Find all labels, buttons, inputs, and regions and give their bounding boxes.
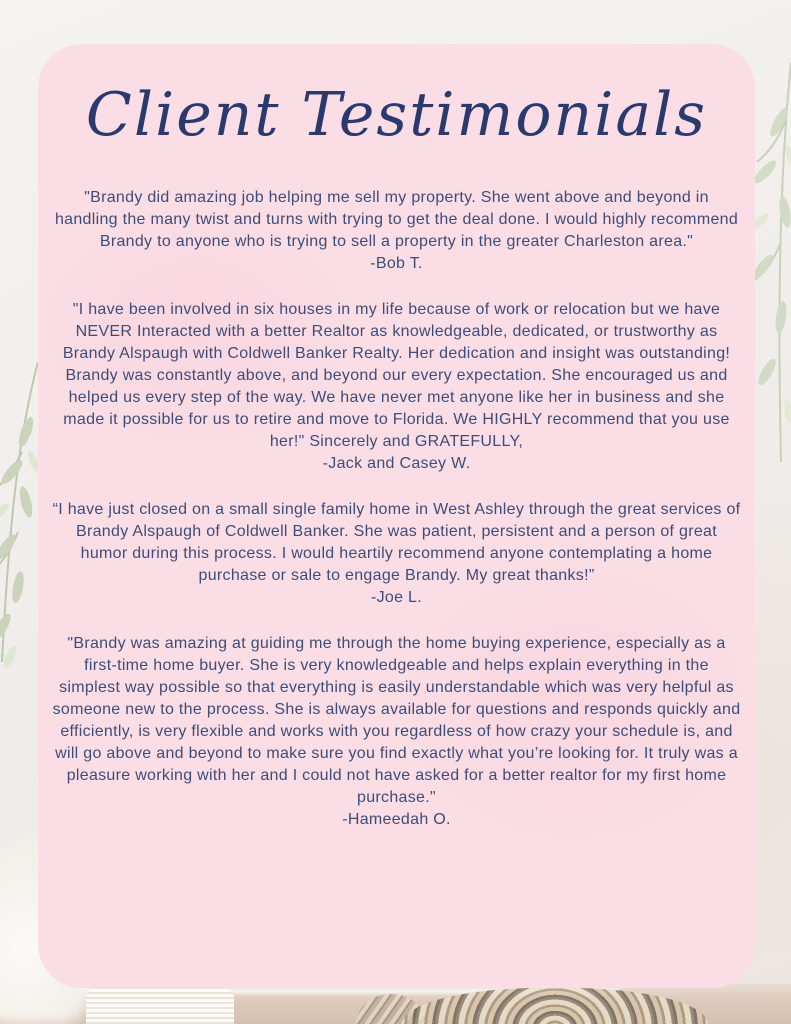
woven-lampshade	[86, 988, 234, 1024]
page-title: Client Testimonials	[85, 80, 708, 150]
testimonial-item-jack-casey	[53, 299, 741, 475]
testimonial-item-bob	[53, 187, 741, 275]
testimonial-item-hameedah	[53, 633, 741, 831]
testimonials-list	[53, 187, 741, 831]
olive-branch-right-icon	[751, 62, 791, 462]
testimonial-attribution: -Bob T.	[370, 255, 423, 272]
testimonial-item-joe	[53, 499, 741, 609]
testimonial-attribution: -Jack and Casey W.	[322, 455, 471, 472]
testimonial-quote: "Brandy was amazing at guiding me through the home buying experience, especially as a first-time home buyer. She is very knowledgeable and helps explain everything in the simplest way possible so that everything is easily understandable which was very helpful as someone new to the process. She is always available for questions and responds quickly and efficiently, is very flexible and works with you regardless of how crazy your schedule is, and will go above and beyond to make sure you find exactly what you’re looking for. It truly was a pleasure working with her and I could not have asked for a better realtor for my first home purchase."	[52, 635, 741, 806]
testimonial-quote: "I have been involved in six houses in my life because of work or relocation but we have NEVER Interacted with a better Realtor as knowledgeable, dedicated, or trustworthy as Brandy Alspaugh with Coldwell Banker Realty. Her dedication and insight was outstanding! Brandy was constantly above, and beyond our every expectation. She encouraged us and helped us every step of the way. We have never met anyone like her in business and she made it possible for us to retire and move to Florida. We HIGHLY recommend that you use her!" Sincerely and GRATEFULLY,	[62, 301, 731, 450]
testimonial-attribution: -Joe L.	[370, 589, 422, 606]
testimonial-quote: “I have just closed on a small single family home in West Ashley through the great services of Brandy Alspaugh of Coldwell Banker. She was patient, persistent and a person of great humor during this process. I would heartily recommend anyone contemplating a home purchase or sale to engage Brandy. My great thanks!”	[52, 501, 741, 584]
testimonials-card	[38, 44, 755, 988]
testimonial-attribution: -Hameedah O.	[342, 811, 451, 828]
testimonial-quote: "Brandy did amazing job helping me sell my property. She went above and beyond in handling the many twist and turns with trying to get the deal done. I would highly recommend Brandy to anyone who is trying to sell a property in the greater Charleston area."	[54, 189, 739, 250]
